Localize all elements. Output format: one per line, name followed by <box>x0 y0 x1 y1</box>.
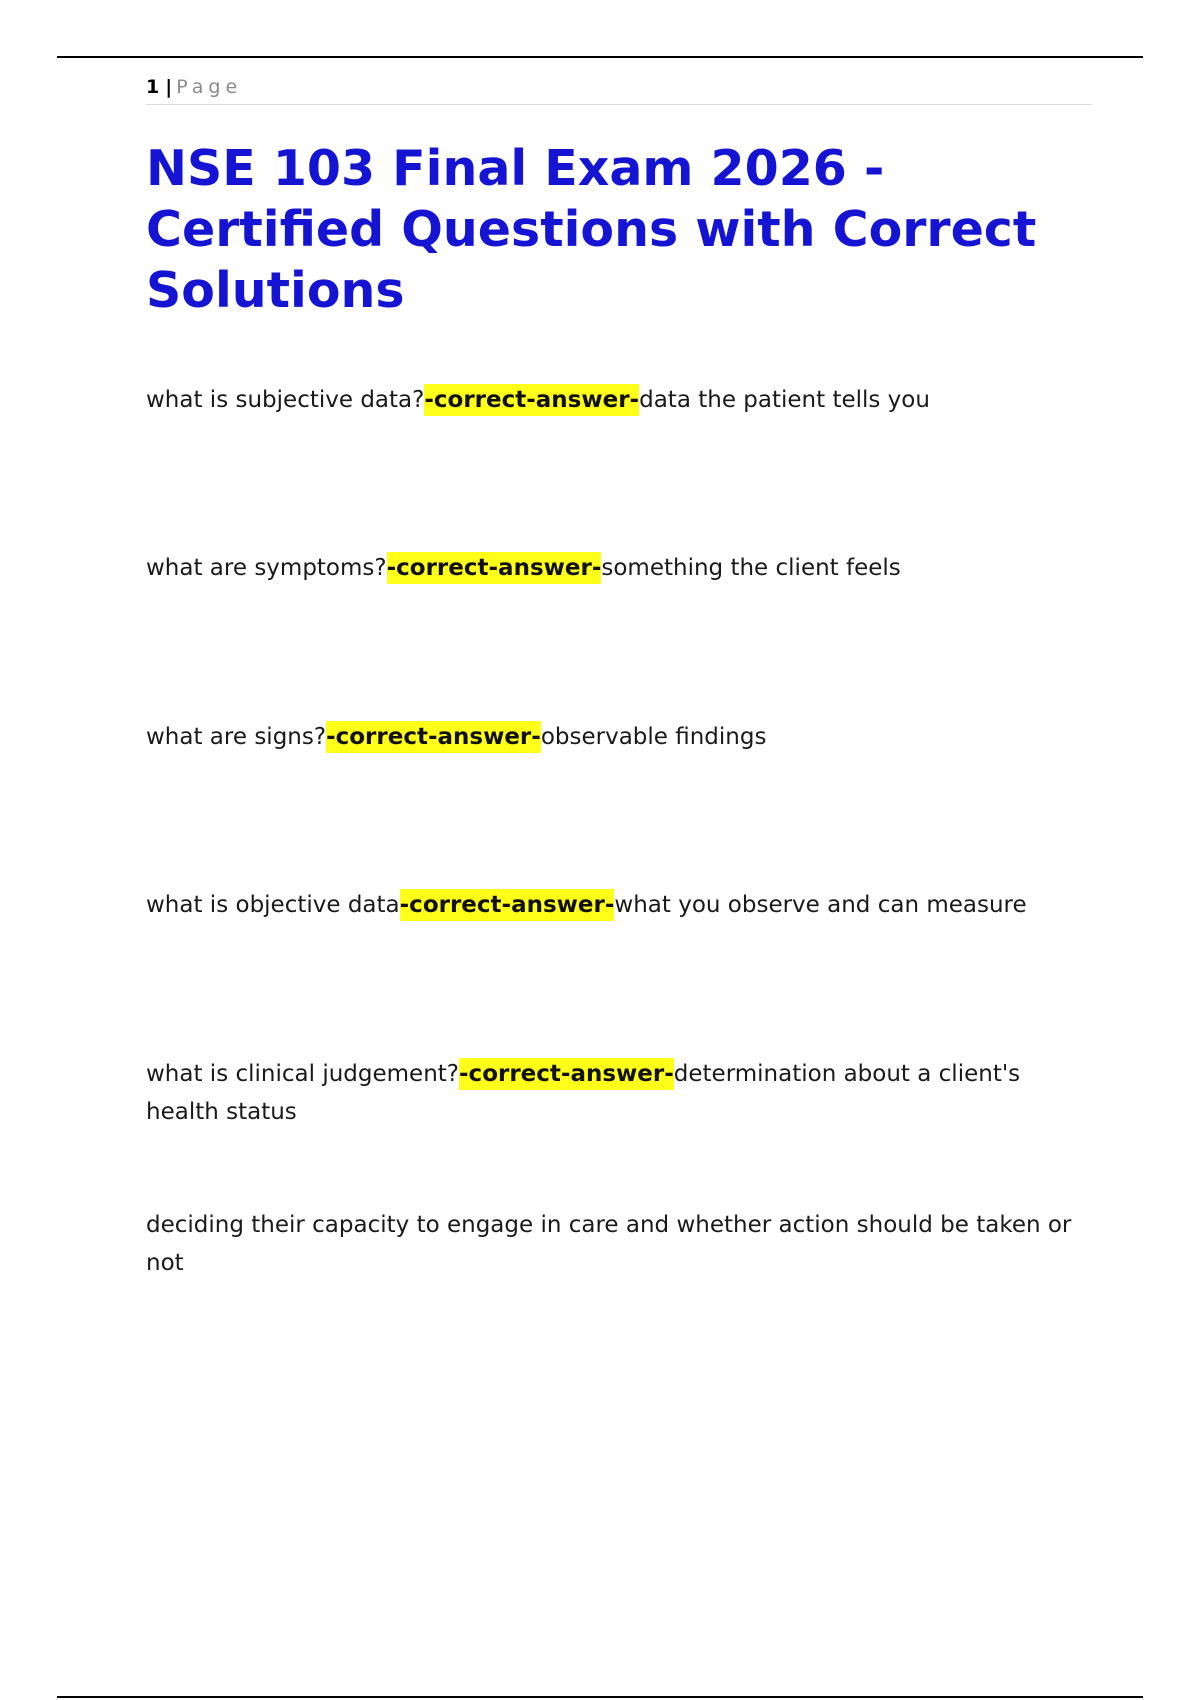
question-text: what is objective data <box>146 892 400 918</box>
qa-item-symptoms <box>146 549 1086 587</box>
answer-text: data the patient tells you <box>639 387 930 413</box>
qa-item-objective-data <box>146 886 1086 924</box>
answer-text: observable findings <box>540 724 767 750</box>
question-text: what are symptoms? <box>146 555 387 581</box>
correct-answer-marker: -correct-answer- <box>424 384 639 416</box>
page-header <box>146 76 1092 105</box>
question-text: what is clinical judgement? <box>146 1061 460 1087</box>
answer-text: what you observe and can measure <box>614 892 1027 918</box>
answer-text: something the client feels <box>601 555 901 581</box>
page-number: 1 <box>146 76 160 98</box>
qa-item-clinical-judgement <box>146 1055 1086 1131</box>
question-text: what are signs? <box>146 724 327 750</box>
bottom-rule <box>57 1696 1143 1698</box>
qa-item-signs <box>146 718 1086 756</box>
top-rule <box>57 56 1143 58</box>
qa-item-subjective-data <box>146 381 1086 419</box>
correct-answer-marker: -correct-answer- <box>387 552 602 584</box>
question-text: what is subjective data? <box>146 387 425 413</box>
page-label: Page <box>176 76 243 98</box>
page-separator: | <box>165 76 173 98</box>
answer-continuation: deciding their capacity to engage in care and whether action should be taken or not <box>146 1212 1072 1276</box>
correct-answer-marker: -correct-answer- <box>400 889 615 921</box>
correct-answer-marker: -correct-answer- <box>326 721 541 753</box>
correct-answer-marker: -correct-answer- <box>459 1058 674 1090</box>
answer-text: determination about a client's health status <box>146 1061 1021 1125</box>
document-title: NSE 103 Final Exam 2026 - Certified Questions with Correct Solutions <box>146 140 1037 319</box>
